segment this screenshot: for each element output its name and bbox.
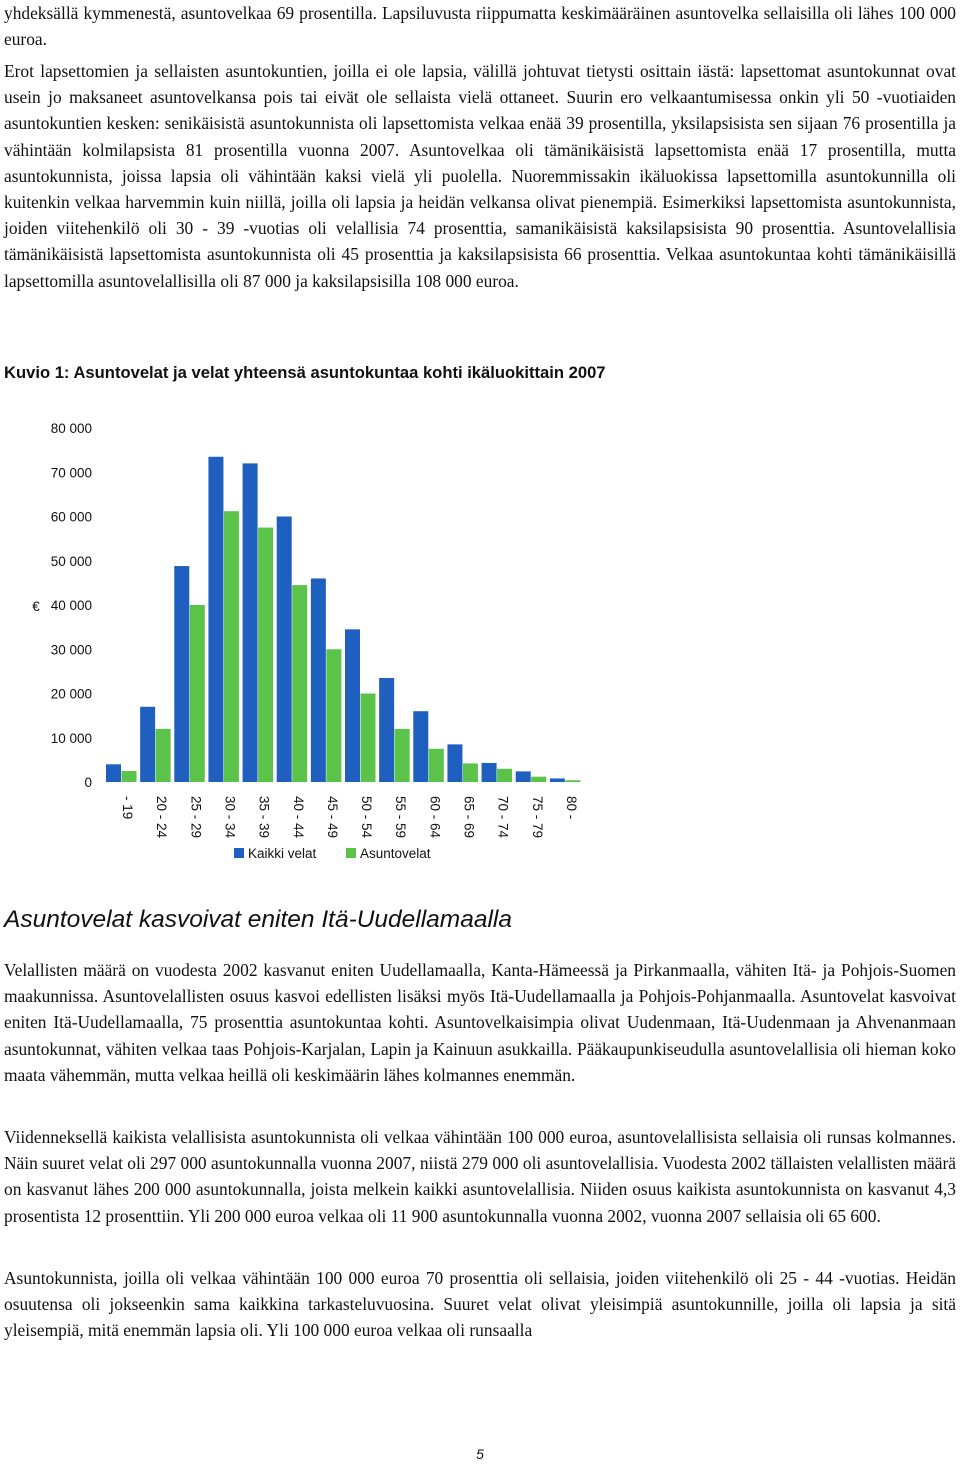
x-axis-labels xyxy=(120,796,579,839)
paragraph-velallisten: Velallisten määrä on vuodesta 2002 kasvanut eniten Uudellamaalla, Kanta-Hämeessä ja Pirkanmaalla, vähiten Itä- ja Pohjois-Suomen maakunnissa. Asuntovelallisten osuus kasvoi edellisten lisäksi myös Itä-Uudellamaalla ja Pohjois-Pohjanmaalla. Asuntovelat kasvoivat eniten Itä-Uudellamaalla, 75 prosenttia asuntokuntaa kohti. Asuntovelkaisimpia olivat Uudenmaan, Itä-Uudenmaan ja Ahvenanmaan asuntokunnat, vähiten velkaa taas Pohjois-Karjalan, Lapin ja Kainuun asukkailla. Pääkaupunkiseudulla asuntovelallisia oli hieman koko maata vähemmän, mutta velkaa heillä oli keskimäärin lähes kolmannes enemmän. xyxy=(4,960,956,1085)
paragraph-intro: yhdeksällä kymmenestä, asuntovelkaa 69 prosentilla. Lapsiluvusta riippumatta keskimääräinen asuntovelka sellaisilla oli lähes 100 000 euroa. xyxy=(4,3,956,50)
bar-asuntovelat xyxy=(497,769,512,782)
x-tick-label: 55 - 59 xyxy=(393,796,409,839)
bar-kaikki-velat xyxy=(174,566,189,782)
x-tick-label: 40 - 44 xyxy=(290,796,306,839)
legend-swatch xyxy=(346,848,356,858)
bar-asuntovelat xyxy=(258,528,273,782)
x-tick-label: 20 - 24 xyxy=(154,796,170,839)
legend-swatch xyxy=(234,848,244,858)
y-tick-label: 0 xyxy=(84,775,92,790)
bar-asuntovelat xyxy=(361,694,376,783)
x-tick-label: 60 - 64 xyxy=(427,796,443,839)
bars xyxy=(106,457,580,782)
bar-asuntovelat xyxy=(156,729,171,782)
bar-asuntovelat xyxy=(224,511,239,782)
x-tick-label: 70 - 74 xyxy=(495,796,511,839)
bar-asuntovelat xyxy=(122,771,137,782)
x-tick-label: 30 - 34 xyxy=(222,796,238,839)
bar-asuntovelat xyxy=(531,777,546,782)
bar-kaikki-velat xyxy=(516,771,531,782)
bar-kaikki-velat xyxy=(482,763,497,782)
bar-asuntovelat xyxy=(429,749,444,782)
bar-asuntovelat xyxy=(190,605,205,782)
x-tick-label: 75 - 79 xyxy=(529,796,545,839)
page-number: 5 xyxy=(476,1446,484,1462)
bar-kaikki-velat xyxy=(106,764,121,782)
bar-kaikki-velat xyxy=(550,778,565,782)
x-tick-label: 80 - xyxy=(563,796,579,820)
x-tick-label: 25 - 29 xyxy=(188,796,204,839)
bar-asuntovelat xyxy=(292,585,307,782)
bar-kaikki-velat xyxy=(140,707,155,782)
y-tick-label: 70 000 xyxy=(50,465,92,481)
bar-kaikki-velat xyxy=(345,629,360,782)
legend-label: Kaikki velat xyxy=(248,846,317,861)
legend xyxy=(234,846,431,861)
paragraph-asuntokunnista: Asuntokunnista, joilla oli velkaa vähintään 100 000 euroa 70 prosenttia oli sellaisia, joiden viitehenkilö oli 25 - 44 -vuotias. Heidän osuutensa oli jokseenkin sama kaikkina tarkasteluvuosina. Suuret velat olivat yleisimpiä asuntokunnille, joilla oli lapsia ja sitä yleisempiä, mitä enemmän lapsia oli. Yli 100 000 euroa velkaa oli runsaalla xyxy=(4,1268,956,1341)
bar-asuntovelat xyxy=(395,729,410,782)
x-tick-label: 65 - 69 xyxy=(461,796,477,839)
paragraph-erot: Erot lapsettomien ja sellaisten asuntokuntien, joilla ei ole lapsia, välillä johtuvat tietysti osittain iästä: lapsettomat asuntokunnat ovat usein jo maksaneet asuntovelkansa pois tai eivät ole sellaista vielä ottaneet. Suurin ero velkaantumisessa onkin yli 50 -vuotiaiden asuntokuntien kesken: senikäisistä asuntokunnista oli lapsettomista velkaa enää 39 prosentilla, yksilapsisista sen sijaan 76 prosentilla ja vähintään kolmilapsista 81 prosentilla vuonna 2007. Asuntovelkaa oli tämänikäisistä lapsettomista enää 17 prosentilla, mutta asuntokunnista, joissa lapsia oli vähintään kaksi vielä yli puolella. Nuoremmissakin ikäluokissa lapsettomilla asuntokunnilla oli kuitenkin velkaa harvemmin kuin niillä, joilla oli lapsia ja heidän velkansa olivat pienempiä. Esimerkiksi lapsettomista asuntokunnista, joiden viitehenkilö oli 30 - 39 -vuotias oli velallisia 74 prosenttia, samanikäisistä kaksilapsisista 90 prosenttia. Asuntovelallisia tämänikäisistä lapsettomista asuntokunnista oli 45 prosenttia ja kaksilapsisista 66 prosenttia. Velkaa asuntokuntaa kohti tämänikäisillä lapsettomilla asuntovelallisilla oli 87 000 ja kaksilapsisilla 108 000 euroa. xyxy=(4,61,956,291)
bar-kaikki-velat xyxy=(413,711,428,782)
x-tick-label: 45 - 49 xyxy=(324,796,340,839)
bar-kaikki-velat xyxy=(447,744,462,782)
bar-kaikki-velat xyxy=(277,517,292,783)
bar-asuntovelat xyxy=(463,763,478,782)
x-tick-label: 35 - 39 xyxy=(256,796,272,839)
y-axis-label: € xyxy=(32,599,40,614)
x-tick-label: - 19 xyxy=(120,796,136,820)
legend-label: Asuntovelat xyxy=(360,846,431,861)
figure-caption: Kuvio 1: Asuntovelat ja velat yhteensä asuntokuntaa kohti ikäluokittain 2007 xyxy=(4,363,606,382)
paragraph-viidenneksella: Viidenneksellä kaikista velallisista asuntokunnista oli velkaa vähintään 100 000 euroa, asuntovelallisista sellaisia oli runsas kolmannes. Näin suuret velat oli 297 000 asuntokunnalla vuonna 2007, niistä 279 000 oli asuntovelallisia. Vuodesta 2002 tällaisten velallisten määrä on kasvanut lähes 200 000 asuntokunnalla, joista melkein kaikki asuntovelallisia. Niiden osuus kaikista asuntokunnista on kasvanut 4,3 prosentista 12 prosenttiin. Yli 200 000 euroa velkaa oli 11 900 asuntokunnalla vuonna 2002, vuonna 2007 sellaisia oli 65 600. xyxy=(4,1127,956,1226)
x-tick-label: 50 - 54 xyxy=(359,796,375,839)
y-tick-label: 40 000 xyxy=(50,598,92,613)
y-tick-label: 60 000 xyxy=(50,509,92,525)
y-tick-label: 30 000 xyxy=(50,642,92,658)
bar-chart xyxy=(20,408,620,868)
y-tick-label: 50 000 xyxy=(50,553,92,569)
bar-asuntovelat xyxy=(565,780,580,782)
bar-kaikki-velat xyxy=(208,457,223,782)
y-axis xyxy=(51,421,92,790)
bar-kaikki-velat xyxy=(243,463,258,782)
bar-kaikki-velat xyxy=(311,578,326,782)
y-tick-label: 80 000 xyxy=(50,421,92,436)
bar-asuntovelat xyxy=(326,649,341,782)
section-heading: Asuntovelat kasvoivat eniten Itä-Uudellamaalla xyxy=(4,906,512,933)
y-tick-label: 20 000 xyxy=(50,686,92,702)
bar-kaikki-velat xyxy=(379,678,394,782)
y-tick-label: 10 000 xyxy=(50,730,92,746)
